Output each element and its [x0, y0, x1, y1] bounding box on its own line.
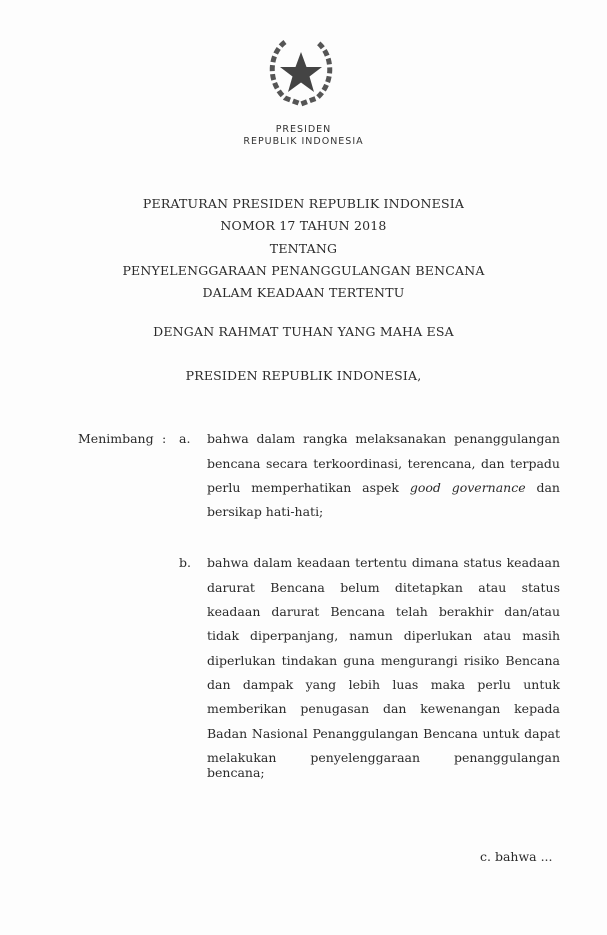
garuda-star-emblem-icon [263, 30, 339, 110]
item-b-marker: b. [179, 555, 191, 570]
item-a-line: bersikap hati-hati; [207, 504, 324, 519]
item-a-line: bahwa dalam rangka melaksanakan penanggulangan [207, 431, 560, 446]
item-a-italic-term: good governance [409, 480, 526, 495]
regulation-subject-1: PENYELENGGARAAN PENANGGULANGAN BENCANA [122, 263, 485, 278]
regulation-title: PERATURAN PRESIDEN REPUBLIK INDONESIA [142, 196, 465, 211]
item-a-text: dan [536, 480, 560, 495]
item-a-line [207, 480, 560, 495]
regulation-about: TENTANG [269, 241, 338, 256]
item-b-line: keadaan darurat Bencana telah berakhir dan/atau [207, 604, 560, 619]
item-a-text: perlu memperhatikan aspek [207, 480, 399, 495]
president-line: PRESIDEN REPUBLIK INDONESIA, [185, 368, 422, 383]
item-b-line: dan dampak yang lebih luas maka perlu untuk [207, 677, 560, 692]
considering-colon: : [162, 431, 167, 446]
item-b-line: bahwa dalam keadaan tertentu dimana status keadaan [207, 555, 560, 570]
regulation-number: NOMOR 17 TAHUN 2018 [220, 218, 387, 233]
item-b-line: memberikan penugasan dan kewenangan kepada [207, 701, 560, 716]
regulation-subject-2: DALAM KEADAAN TERTENTU [202, 285, 405, 300]
header-line-republic: REPUBLIK INDONESIA [243, 136, 364, 147]
item-b-line: diperlukan tindakan guna mengurangi risiko Bencana [207, 653, 560, 668]
item-b-line: tidak diperpanjang, namun diperlukan atau masih [207, 628, 560, 643]
item-b-line: darurat Bencana belum ditetapkan atau status [207, 580, 560, 595]
preamble: DENGAN RAHMAT TUHAN YANG MAHA ESA [153, 324, 454, 339]
header-line-president: PRESIDEN [275, 124, 332, 135]
item-b-line: melakukan penyelenggaraan penanggulangan bencana; [207, 750, 560, 780]
item-a-marker: a. [179, 431, 191, 446]
continuation-marker: c. bahwa ... [480, 849, 553, 864]
item-b-line: Badan Nasional Penanggulangan Bencana untuk dapat [207, 726, 560, 741]
considering-label: Menimbang [78, 431, 154, 446]
item-a-line: bencana secara terkoordinasi, terencana, dan terpadu [207, 456, 560, 471]
